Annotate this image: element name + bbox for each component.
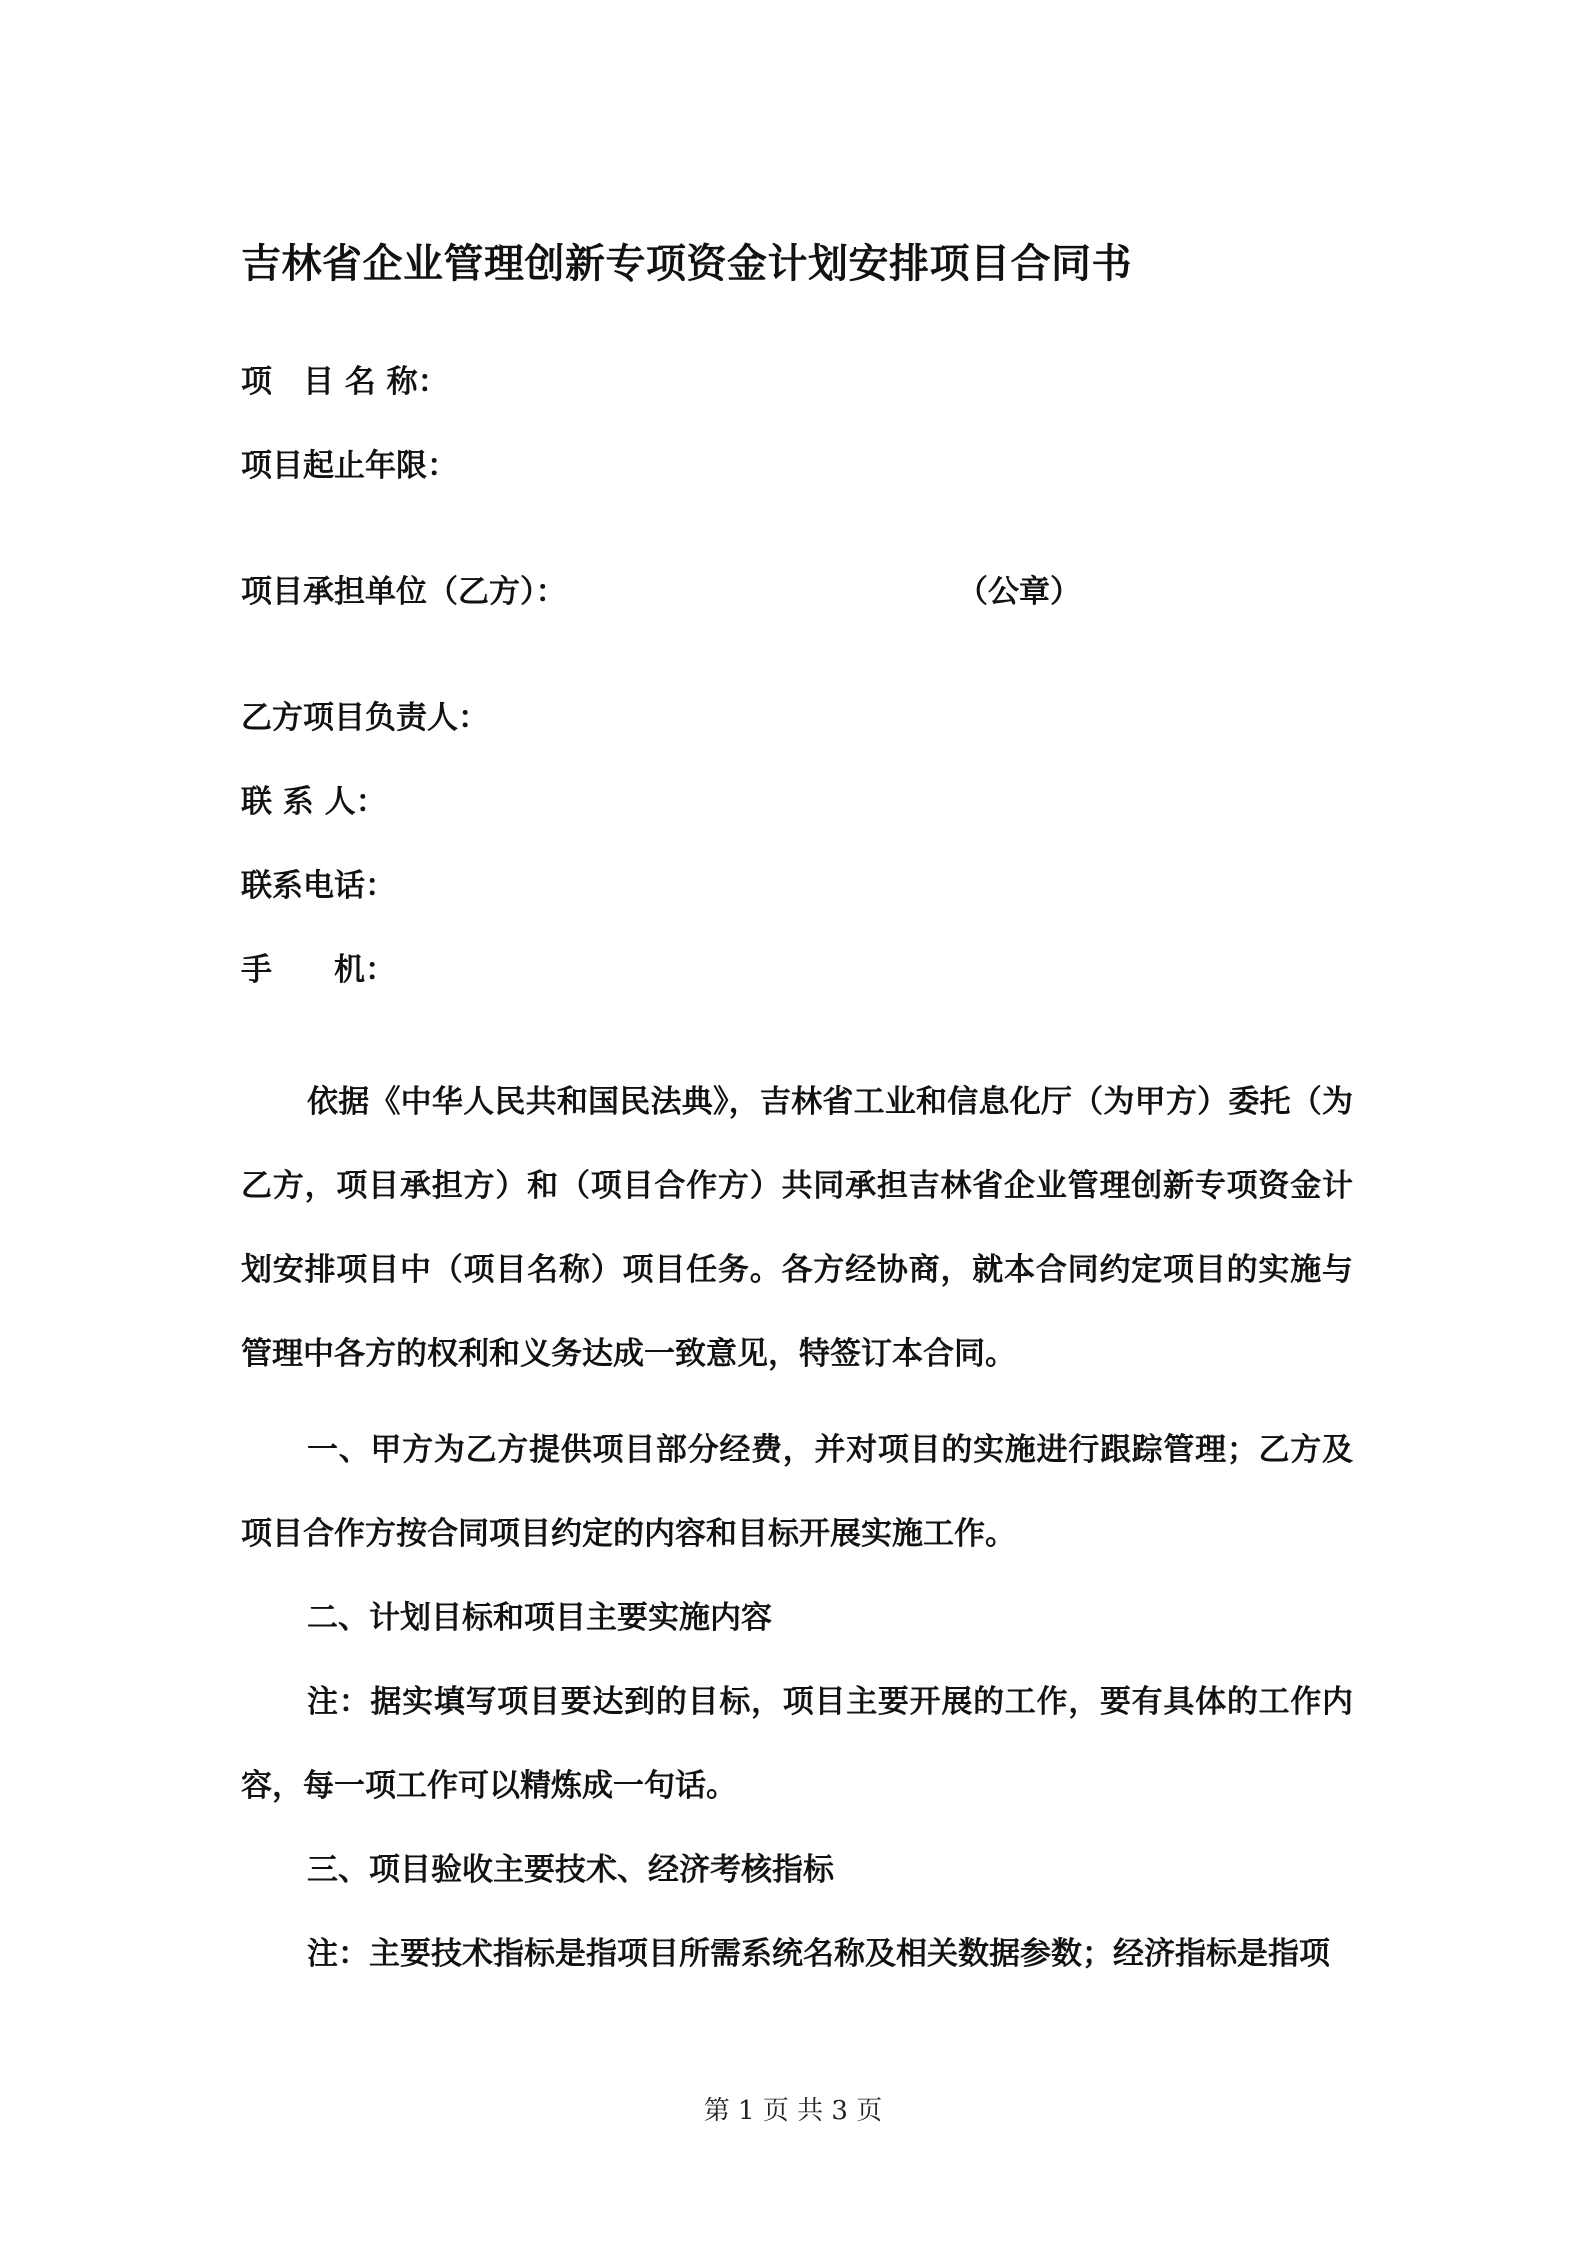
page-number-footer: 第 1 页 共 3 页 xyxy=(703,2096,883,2126)
paragraph-clause-1: 一、甲方为乙方提供项目部分经费，并对项目的实施进行跟踪管理；乙方及项目合作方按合同项目约定的内容和目标开展实施工作。 xyxy=(241,1432,1353,1552)
paragraph-clause-2-note: 注：据实填写项目要达到的目标，项目主要开展的工作，要有具体的工作内容，每一项工作可以精炼成一句话。 xyxy=(241,1684,1353,1804)
field-project-name: 项 目 名 称： xyxy=(241,364,449,400)
document-title: 吉林省企业管理创新专项资金计划安排项目合同书 xyxy=(241,241,1132,287)
seal-label: （公章） xyxy=(957,574,1081,610)
field-mobile: 手 机： xyxy=(241,952,396,988)
field-contact-person: 联 系 人： xyxy=(241,784,387,820)
paragraph-preamble: 依据《中华人民共和国民法典》，吉林省工业和信息化厅（为甲方）委托（为乙方，项目承担方）和（项目合作方）共同承担吉林省企业管理创新专项资金计划安排项目中（项目名称）项目任务。各方经协商，就本合同约定项目的实施与管理中各方的权利和义务达成一致意见，特签订本合同。 xyxy=(241,1084,1353,1372)
paragraph-clause-3-heading: 三、项目验收主要技术、经济考核指标 xyxy=(307,1852,834,1888)
field-project-leader: 乙方项目负责人： xyxy=(241,700,489,736)
field-contact-phone: 联系电话： xyxy=(241,868,396,904)
field-undertaking-unit: 项目承担单位（乙方）： xyxy=(241,574,567,610)
paragraph-clause-3-note: 注：主要技术指标是指项目所需系统名称及相关数据参数；经济指标是指项 xyxy=(307,1936,1330,1972)
field-project-period: 项目起止年限： xyxy=(241,448,458,484)
paragraph-clause-2-heading: 二、计划目标和项目主要实施内容 xyxy=(307,1600,772,1636)
